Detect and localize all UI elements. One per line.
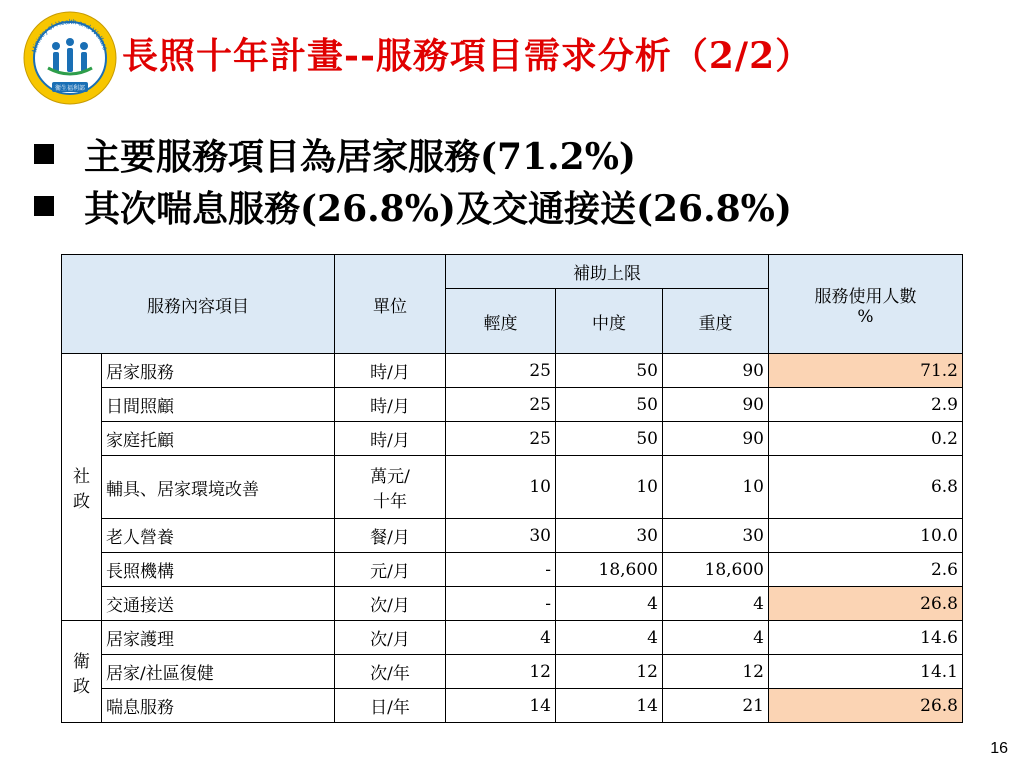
- group-label-health: 衛政: [62, 621, 102, 723]
- table-row: [62, 587, 963, 621]
- bullet-item: [34, 128, 792, 180]
- cell-unit: 次/月: [335, 621, 446, 655]
- cell-severe: 90: [663, 388, 769, 422]
- header-subsidy-cap: 補助上限: [446, 255, 769, 289]
- cell-severe: 10: [663, 456, 769, 519]
- table-row: [62, 422, 963, 456]
- cell-usage: 10.0: [769, 519, 963, 553]
- cell-moderate: 50: [556, 354, 663, 388]
- cell-usage: 71.2: [769, 354, 963, 388]
- table-row: [62, 621, 963, 655]
- cell-item: 居家/社區復健: [102, 655, 335, 689]
- bullet-text: 其次喘息服務(26.8%)及交通接送(26.8%): [84, 187, 792, 230]
- cell-usage: 14.1: [769, 655, 963, 689]
- cell-unit: 時/月: [335, 354, 446, 388]
- bullet-square-icon: [34, 196, 54, 216]
- ministry-logo: [22, 10, 118, 106]
- bullet-text: 主要服務項目為居家服務(71.2%): [84, 135, 636, 178]
- cell-mild: 25: [446, 354, 556, 388]
- cell-unit: 時/月: [335, 422, 446, 456]
- cell-item: 日間照顧: [102, 388, 335, 422]
- cell-severe: 90: [663, 354, 769, 388]
- page-number: 16: [990, 740, 1008, 757]
- cell-severe: 18,600: [663, 553, 769, 587]
- cell-mild: -: [446, 553, 556, 587]
- cell-item: 交通接送: [102, 587, 335, 621]
- cell-severe: 4: [663, 621, 769, 655]
- table-row: [62, 354, 963, 388]
- cell-moderate: 50: [556, 422, 663, 456]
- header-usage-line1: 服務使用人數: [814, 286, 917, 307]
- cell-moderate: 50: [556, 388, 663, 422]
- cell-item: 家庭托顧: [102, 422, 335, 456]
- cell-moderate: 4: [556, 587, 663, 621]
- header-mild: 輕度: [446, 289, 556, 354]
- table-row: [62, 655, 963, 689]
- table-row: [62, 388, 963, 422]
- cell-mild: 12: [446, 655, 556, 689]
- cell-mild: -: [446, 587, 556, 621]
- header-unit: 單位: [335, 255, 446, 354]
- cell-severe: 21: [663, 689, 769, 723]
- cell-unit: 元/月: [335, 553, 446, 587]
- cell-moderate: 10: [556, 456, 663, 519]
- cell-unit: 次/年: [335, 655, 446, 689]
- cell-mild: 14: [446, 689, 556, 723]
- header-item: 服務內容項目: [62, 255, 335, 354]
- cell-mild: 30: [446, 519, 556, 553]
- bullet-square-icon: [34, 144, 54, 164]
- cell-mild: 25: [446, 422, 556, 456]
- cell-item: 居家護理: [102, 621, 335, 655]
- cell-usage: 26.8: [769, 689, 963, 723]
- cell-usage: 6.8: [769, 456, 963, 519]
- slide-title: 長照十年計畫--服務項目需求分析（2/2）: [122, 35, 813, 77]
- cell-unit: 餐/月: [335, 519, 446, 553]
- cell-unit: 次/月: [335, 587, 446, 621]
- cell-item: 居家服務: [102, 354, 335, 388]
- cell-unit: 時/月: [335, 388, 446, 422]
- cell-mild: 10: [446, 456, 556, 519]
- cell-mild: 25: [446, 388, 556, 422]
- cell-usage: 26.8: [769, 587, 963, 621]
- cell-unit: [335, 456, 446, 519]
- cell-moderate: 14: [556, 689, 663, 723]
- table-row: [62, 456, 963, 519]
- cell-moderate: 12: [556, 655, 663, 689]
- cell-mild: 4: [446, 621, 556, 655]
- header-moderate: 中度: [556, 289, 663, 354]
- cell-usage: 2.6: [769, 553, 963, 587]
- cell-moderate: 30: [556, 519, 663, 553]
- header-usage-line2: %: [857, 306, 874, 327]
- table-row: [62, 519, 963, 553]
- cell-usage: 0.2: [769, 422, 963, 456]
- bullet-list: [34, 128, 792, 232]
- bullet-item: [34, 180, 792, 232]
- cell-severe: 90: [663, 422, 769, 456]
- header-severe: 重度: [663, 289, 769, 354]
- group-label-social: 社政: [62, 354, 102, 621]
- cell-unit-line1: 萬元/: [370, 467, 410, 487]
- cell-usage: 2.9: [769, 388, 963, 422]
- cell-severe: 30: [663, 519, 769, 553]
- table-row: [62, 553, 963, 587]
- cell-unit-line2: 十年: [373, 492, 407, 512]
- header-usage: [769, 255, 963, 354]
- logo-seal-text: 衛生福利部: [54, 85, 86, 92]
- cell-severe: 12: [663, 655, 769, 689]
- cell-item: 長照機構: [102, 553, 335, 587]
- service-table: [61, 254, 963, 723]
- table-row: [62, 689, 963, 723]
- cell-item: 輔具、居家環境改善: [102, 456, 335, 519]
- cell-moderate: 18,600: [556, 553, 663, 587]
- cell-severe: 4: [663, 587, 769, 621]
- cell-moderate: 4: [556, 621, 663, 655]
- cell-unit: 日/年: [335, 689, 446, 723]
- cell-item: 喘息服務: [102, 689, 335, 723]
- cell-usage: 14.6: [769, 621, 963, 655]
- logo-arc-text: Ministry of Health and Welfare: [31, 18, 109, 54]
- cell-item: 老人營養: [102, 519, 335, 553]
